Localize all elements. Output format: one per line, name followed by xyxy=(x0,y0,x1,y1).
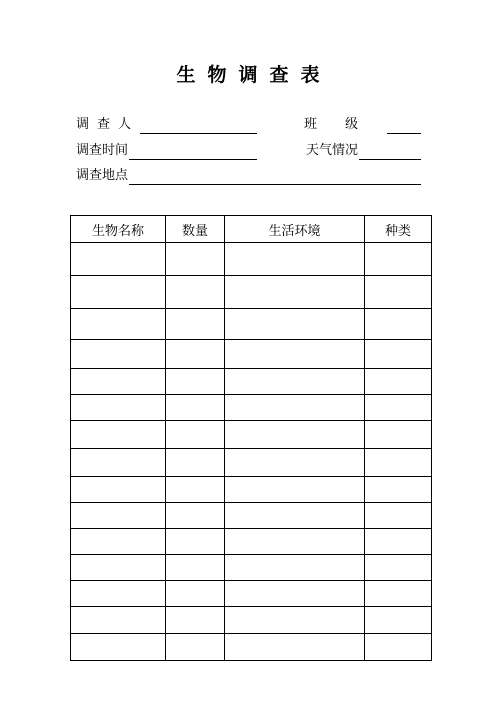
table-body xyxy=(71,243,432,661)
investigator-label: 调查人 xyxy=(76,117,140,132)
page-title: 生物调查表 xyxy=(176,64,332,86)
cell-category[interactable] xyxy=(365,503,432,529)
cell-habitat[interactable] xyxy=(225,555,365,581)
table-row xyxy=(71,607,432,634)
time-field xyxy=(76,142,257,160)
cell-organism-name[interactable] xyxy=(71,276,166,309)
table-row xyxy=(71,529,432,555)
location-label: 调查地点 xyxy=(76,168,129,183)
cell-habitat[interactable] xyxy=(225,340,365,369)
cell-category[interactable] xyxy=(365,243,432,276)
cell-category[interactable] xyxy=(365,581,432,607)
table-row xyxy=(71,309,432,340)
location-input-line[interactable] xyxy=(129,170,421,185)
cell-category[interactable] xyxy=(365,607,432,634)
cell-quantity[interactable] xyxy=(166,503,225,529)
table-row xyxy=(71,421,432,449)
cell-habitat[interactable] xyxy=(225,634,365,661)
cell-quantity[interactable] xyxy=(166,369,225,395)
cell-category[interactable] xyxy=(365,449,432,477)
cell-quantity[interactable] xyxy=(166,477,225,503)
table-row xyxy=(71,276,432,309)
cell-organism-name[interactable] xyxy=(71,449,166,477)
table-row xyxy=(71,503,432,529)
cell-habitat[interactable] xyxy=(225,395,365,421)
location-field xyxy=(76,167,421,185)
weather-field xyxy=(306,142,421,160)
table-row xyxy=(71,395,432,421)
cell-habitat[interactable] xyxy=(225,477,365,503)
investigator-input-line[interactable] xyxy=(140,119,257,134)
cell-category[interactable] xyxy=(365,340,432,369)
cell-habitat[interactable] xyxy=(225,369,365,395)
cell-quantity[interactable] xyxy=(166,395,225,421)
cell-category[interactable] xyxy=(365,634,432,661)
cell-organism-name[interactable] xyxy=(71,395,166,421)
class-field xyxy=(304,116,421,134)
cell-organism-name[interactable] xyxy=(71,555,166,581)
cell-quantity[interactable] xyxy=(166,529,225,555)
cell-category[interactable] xyxy=(365,276,432,309)
cell-category[interactable] xyxy=(365,369,432,395)
table-row xyxy=(71,634,432,661)
cell-organism-name[interactable] xyxy=(71,369,166,395)
cell-quantity[interactable] xyxy=(166,276,225,309)
table-row xyxy=(71,243,432,276)
weather-input-line[interactable] xyxy=(359,145,421,160)
table-header-row xyxy=(71,216,432,243)
cell-habitat[interactable] xyxy=(225,503,365,529)
cell-category[interactable] xyxy=(365,395,432,421)
header-habitat: 生活环境 xyxy=(225,216,365,243)
cell-category[interactable] xyxy=(365,309,432,340)
cell-quantity[interactable] xyxy=(166,243,225,276)
cell-organism-name[interactable] xyxy=(71,607,166,634)
investigator-field xyxy=(76,116,257,134)
cell-category[interactable] xyxy=(365,555,432,581)
table-row xyxy=(71,340,432,369)
cell-organism-name[interactable] xyxy=(71,243,166,276)
time-input-line[interactable] xyxy=(129,145,257,160)
weather-label: 天气情况 xyxy=(306,143,359,158)
header-organism-name: 生物名称 xyxy=(71,216,166,243)
header-quantity: 数量 xyxy=(166,216,225,243)
cell-habitat[interactable] xyxy=(225,581,365,607)
cell-habitat[interactable] xyxy=(225,276,365,309)
survey-table xyxy=(70,215,432,661)
class-input-line[interactable] xyxy=(387,119,421,134)
cell-habitat[interactable] xyxy=(225,421,365,449)
table-row xyxy=(71,449,432,477)
cell-quantity[interactable] xyxy=(166,449,225,477)
cell-category[interactable] xyxy=(365,477,432,503)
cell-habitat[interactable] xyxy=(225,449,365,477)
cell-habitat[interactable] xyxy=(225,529,365,555)
cell-habitat[interactable] xyxy=(225,309,365,340)
cell-organism-name[interactable] xyxy=(71,477,166,503)
cell-organism-name[interactable] xyxy=(71,309,166,340)
cell-organism-name[interactable] xyxy=(71,634,166,661)
cell-habitat[interactable] xyxy=(225,243,365,276)
cell-quantity[interactable] xyxy=(166,421,225,449)
cell-organism-name[interactable] xyxy=(71,581,166,607)
cell-quantity[interactable] xyxy=(166,309,225,340)
cell-quantity[interactable] xyxy=(166,607,225,634)
table-row xyxy=(71,555,432,581)
class-label: 班级 xyxy=(304,117,387,132)
cell-habitat[interactable] xyxy=(225,607,365,634)
cell-quantity[interactable] xyxy=(166,555,225,581)
cell-quantity[interactable] xyxy=(166,340,225,369)
time-label: 调查时间 xyxy=(76,143,129,158)
table-row xyxy=(71,369,432,395)
cell-quantity[interactable] xyxy=(166,581,225,607)
cell-quantity[interactable] xyxy=(166,634,225,661)
cell-organism-name[interactable] xyxy=(71,340,166,369)
cell-category[interactable] xyxy=(365,421,432,449)
table-row xyxy=(71,581,432,607)
cell-category[interactable] xyxy=(365,529,432,555)
table-row xyxy=(71,477,432,503)
cell-organism-name[interactable] xyxy=(71,421,166,449)
cell-organism-name[interactable] xyxy=(71,529,166,555)
header-category: 种类 xyxy=(365,216,432,243)
cell-organism-name[interactable] xyxy=(71,503,166,529)
